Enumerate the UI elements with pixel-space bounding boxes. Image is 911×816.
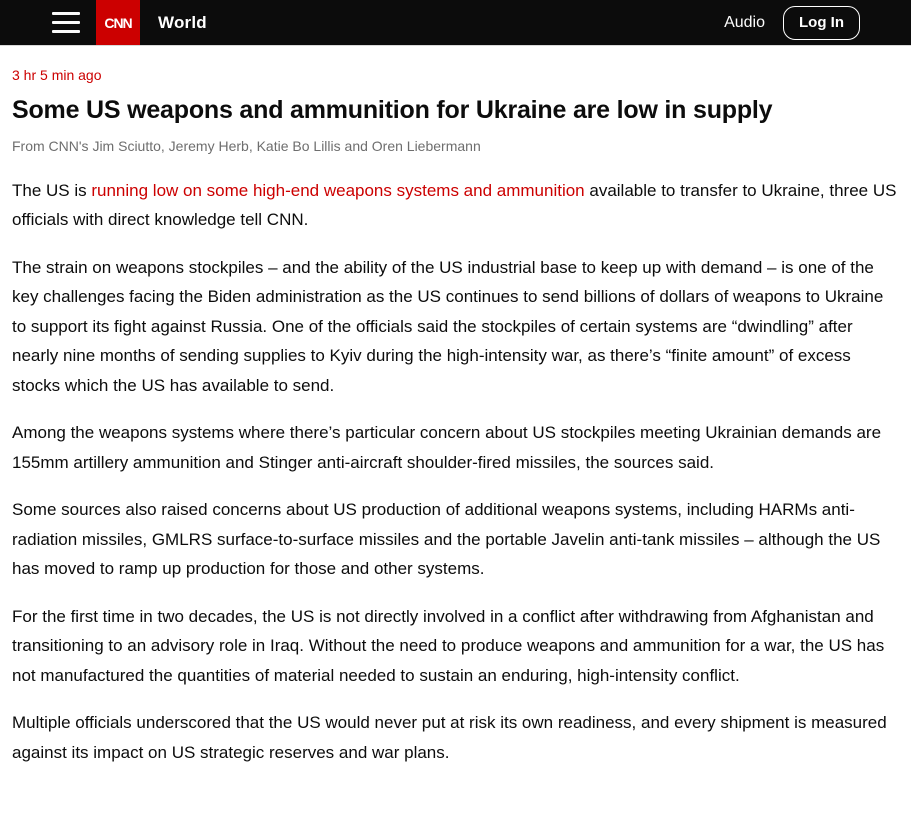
lead-inline-link[interactable]: running low on some high-end weapons systems and ammunition bbox=[91, 180, 585, 200]
menu-icon-bar bbox=[52, 21, 80, 24]
menu-icon[interactable] bbox=[52, 8, 80, 37]
header-right-group bbox=[724, 0, 911, 45]
article-body bbox=[0, 46, 911, 767]
paragraph: Multiple officials underscored that the US would never put at risk its own readiness, and every shipment is measured against its impact on US strategic reserves and war plans. bbox=[12, 713, 887, 762]
cnn-logo-icon bbox=[100, 13, 136, 33]
menu-icon-bar bbox=[52, 12, 80, 15]
section-title-world[interactable]: World bbox=[158, 12, 207, 32]
cnn-logo[interactable] bbox=[96, 0, 140, 45]
paragraph-lead bbox=[12, 176, 897, 235]
article-timestamp: 3 hr 5 min ago bbox=[12, 67, 102, 83]
paragraph: For the first time in two decades, the US is not directly involved in a conflict after withdrawing from Afghanistan and transitioning to an advisory role in Iraq. Without the need to produce weapons and ammunition for a war, the US has not manufactured the quantities of material needed to sustain an enduring, high-intensity conflict. bbox=[12, 606, 885, 685]
login-button[interactable]: Log In bbox=[783, 6, 860, 40]
article-headline: Some US weapons and ammunition for Ukraine are low in supply bbox=[12, 96, 773, 124]
paragraph: The strain on weapons stockpiles – and the ability of the US industrial base to keep up with demand – is one of the key challenges facing the Biden administration as the US continues to send billions of dollars of weapons to Ukraine to support its fight against Russia. One of the officials said the stockpiles of certain systems are “dwindling” after nearly nine months of sending supplies to Kyiv during the high-intensity war, as there’s “finite amount” of excess stocks which the US has available to send. bbox=[12, 257, 884, 395]
article-byline: From CNN's Jim Sciutto, Jeremy Herb, Katie Bo Lillis and Oren Liebermann bbox=[12, 137, 481, 154]
cnn-logo-text: CNN bbox=[104, 14, 132, 31]
audio-link[interactable]: Audio bbox=[724, 13, 765, 31]
menu-icon-bar bbox=[52, 30, 80, 33]
paragraph: Among the weapons systems where there’s particular concern about US stockpiles meeting Ukrainian demands are 155mm artillery ammunition and Stinger anti-aircraft shoulder-fired missiles, the sources said. bbox=[12, 423, 882, 472]
lead-text-pre: The US is bbox=[12, 180, 92, 200]
lead-text-post: available to transfer to Ukraine, three US officials with direct knowledge tell CNN. bbox=[12, 180, 897, 230]
top-nav-bar bbox=[0, 0, 911, 46]
paragraph: Some sources also raised concerns about US production of additional weapons systems, including HARMs anti-radiation missiles, GMLRS surface-to-surface missiles and the portable Javelin anti-tank missiles – although the US has moved to ramp up production for those and other systems. bbox=[12, 500, 881, 579]
